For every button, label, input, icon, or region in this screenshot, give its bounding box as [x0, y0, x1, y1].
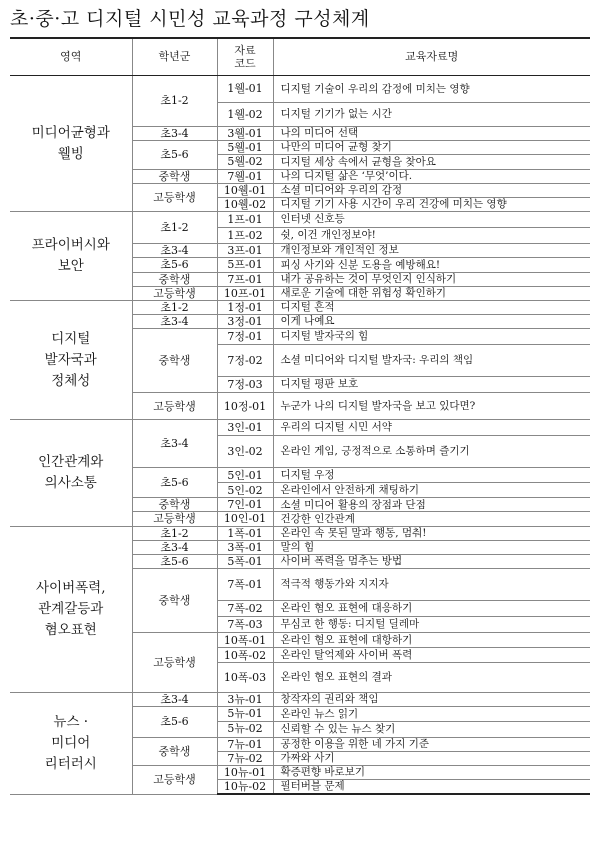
code-cell: 3프-01 — [217, 244, 273, 258]
material-title-cell: 나의 미디어 선택 — [273, 127, 590, 141]
material-title-cell: 쉿, 이건 개인정보야! — [273, 228, 590, 244]
code-cell: 3정-01 — [217, 315, 273, 329]
material-title-cell: 온라인 혐오 표현의 결과 — [273, 663, 590, 693]
material-title-cell: 인터넷 신호등 — [273, 212, 590, 228]
material-title-cell: 건강한 인간관계 — [273, 512, 590, 526]
grade-cell: 고등학생 — [132, 633, 217, 693]
area-label-line: 리터러시 — [44, 755, 97, 772]
material-title-cell: 내가 공유하는 것이 무엇인지 인식하기 — [273, 272, 590, 286]
grade-cell: 초3-4 — [132, 244, 217, 258]
material-title-cell: 확증편향 바로보기 — [273, 765, 590, 779]
header-code — [217, 38, 273, 76]
grade-cell: 고등학생 — [132, 183, 217, 211]
material-title-cell: 소셜 미디어와 디지털 발자국: 우리의 책임 — [273, 345, 590, 377]
grade-cell: 중학생 — [132, 329, 217, 393]
code-cell: 5폭-01 — [217, 555, 273, 569]
code-cell: 1정-01 — [217, 300, 273, 314]
material-title-cell: 이게 나예요 — [273, 315, 590, 329]
code-cell: 10정-01 — [217, 393, 273, 420]
table-row — [10, 76, 590, 103]
material-title-cell: 누군가 나의 디지털 발자국을 보고 있다면? — [273, 393, 590, 420]
code-cell: 3폭-01 — [217, 540, 273, 554]
grade-cell: 중학생 — [132, 169, 217, 183]
area-label-line: 혐오표현 — [44, 621, 97, 638]
grade-cell: 고등학생 — [132, 512, 217, 526]
grade-cell: 고등학생 — [132, 765, 217, 794]
grade-cell: 초5-6 — [132, 707, 217, 737]
area-cell — [10, 300, 132, 419]
material-title-cell: 필터버블 문제 — [273, 780, 590, 795]
code-cell: 5프-01 — [217, 258, 273, 272]
code-cell: 7뉴-01 — [217, 737, 273, 751]
code-cell: 3인-01 — [217, 420, 273, 436]
grade-cell: 초1-2 — [132, 300, 217, 314]
area-label-line: 뉴스 · — [53, 714, 89, 731]
code-cell: 7폭-02 — [217, 601, 273, 617]
area-cell — [10, 420, 132, 526]
code-cell: 10뉴-01 — [217, 765, 273, 779]
material-title-cell: 소셜 미디어 활용의 장점과 단점 — [273, 498, 590, 512]
area-label-line: 프라이버시와 — [31, 237, 110, 254]
code-cell: 10뉴-02 — [217, 780, 273, 795]
header-code-line1: 자료 — [234, 43, 256, 57]
code-cell: 10폭-02 — [217, 648, 273, 663]
grade-cell: 초1-2 — [132, 212, 217, 244]
area-label-line: 사이버폭력, — [36, 580, 106, 597]
material-title-cell: 우리의 디지털 시민 서약 — [273, 420, 590, 436]
material-title-cell: 개인정보와 개인적인 정보 — [273, 244, 590, 258]
page-title: 초·중·고 디지털 시민성 교육과정 구성체계 — [10, 8, 370, 30]
code-cell: 5뉴-01 — [217, 707, 273, 721]
code-cell: 5웰-02 — [217, 155, 273, 169]
code-cell: 10웰-01 — [217, 183, 273, 197]
code-cell: 1프-02 — [217, 228, 273, 244]
header-code-line2: 코드 — [234, 57, 256, 70]
code-cell: 7정-01 — [217, 329, 273, 345]
grade-cell: 초1-2 — [132, 76, 217, 127]
grade-cell: 중학생 — [132, 737, 217, 765]
grade-cell: 초3-4 — [132, 420, 217, 468]
material-title-cell: 창작자의 권리와 책임 — [273, 693, 590, 707]
table-row — [10, 526, 590, 540]
table-row — [10, 212, 590, 228]
material-title-cell: 사이버 폭력을 멈추는 방법 — [273, 555, 590, 569]
code-cell: 10인-01 — [217, 512, 273, 526]
area-label-line: 디지털 — [51, 330, 91, 347]
material-title-cell: 온라인 혐오 표현에 대응하기 — [273, 601, 590, 617]
area-label-line: 웰빙 — [57, 145, 84, 162]
material-title-cell: 디지털 기술이 우리의 감정에 미치는 영향 — [273, 76, 590, 103]
code-cell: 1폭-01 — [217, 526, 273, 540]
material-title-cell: 온라인 속 못된 말과 행동, 멈춰! — [273, 526, 590, 540]
material-title-cell: 디지털 발자국의 힘 — [273, 329, 590, 345]
grade-cell: 초5-6 — [132, 555, 217, 569]
material-title-cell: 말의 힘 — [273, 540, 590, 554]
header-grade: 학년군 — [132, 38, 217, 76]
table-row — [10, 300, 590, 314]
header-name: 교육자료명 — [273, 38, 590, 76]
material-title-cell: 나만의 미디어 균형 찾기 — [273, 141, 590, 155]
grade-cell: 초1-2 — [132, 526, 217, 540]
material-title-cell: 가짜와 사기 — [273, 751, 590, 765]
grade-cell: 초3-4 — [132, 693, 217, 707]
table-row — [10, 420, 590, 436]
grade-cell: 고등학생 — [132, 393, 217, 420]
area-label-line: 인간관계와 — [38, 454, 104, 471]
grade-cell: 중학생 — [132, 569, 217, 633]
area-cell — [10, 76, 132, 212]
material-title-cell: 디지털 기기가 없는 시간 — [273, 103, 590, 127]
code-cell: 7정-02 — [217, 345, 273, 377]
material-title-cell: 디지털 세상 속에서 균형을 찾아요 — [273, 155, 590, 169]
material-title-cell: 신뢰할 수 있는 뉴스 찾기 — [273, 721, 590, 737]
grade-cell: 중학생 — [132, 272, 217, 286]
code-cell: 10폭-01 — [217, 633, 273, 648]
header-area: 영역 — [10, 38, 132, 76]
code-cell: 3뉴-01 — [217, 693, 273, 707]
code-cell: 7폭-03 — [217, 617, 273, 633]
grade-cell: 초3-4 — [132, 315, 217, 329]
material-title-cell: 새로운 기술에 대한 위험성 확인하기 — [273, 286, 590, 300]
material-title-cell: 온라인 게임, 긍정적으로 소통하며 즐기기 — [273, 436, 590, 468]
table-header-row — [10, 38, 590, 76]
area-label-line: 발자국과 — [44, 351, 97, 368]
material-title-cell: 디지털 평판 보호 — [273, 377, 590, 393]
grade-cell: 초3-4 — [132, 540, 217, 554]
code-cell: 3웰-01 — [217, 127, 273, 141]
code-cell: 1프-01 — [217, 212, 273, 228]
code-cell: 7인-01 — [217, 498, 273, 512]
area-label-line: 보안 — [57, 258, 84, 274]
code-cell: 10웰-02 — [217, 197, 273, 211]
curriculum-table — [10, 37, 590, 795]
code-cell: 7정-03 — [217, 377, 273, 393]
grade-cell: 초3-4 — [132, 127, 217, 141]
grade-cell: 고등학생 — [132, 286, 217, 300]
material-title-cell: 디지털 기기 사용 시간이 우리 건강에 미치는 영향 — [273, 197, 590, 211]
area-cell — [10, 212, 132, 301]
material-title-cell: 나의 디지털 삶은 ‘무엇’이다. — [273, 169, 590, 183]
code-cell: 5인-02 — [217, 483, 273, 498]
area-label-line: 정체성 — [51, 372, 91, 389]
grade-cell: 초5-6 — [132, 258, 217, 272]
area-label-line: 관계갈등과 — [38, 600, 104, 617]
code-cell: 7웰-01 — [217, 169, 273, 183]
grade-cell: 초5-6 — [132, 141, 217, 169]
material-title-cell: 온라인에서 안전하게 채팅하기 — [273, 483, 590, 498]
material-title-cell: 온라인 탈억제와 사이버 폭력 — [273, 648, 590, 663]
area-label-line: 미디어균형과 — [31, 124, 110, 141]
material-title-cell: 디지털 흔적 — [273, 300, 590, 314]
material-title-cell: 온라인 혐오 표현에 대항하기 — [273, 633, 590, 648]
code-cell: 10프-01 — [217, 286, 273, 300]
grade-cell: 초5-6 — [132, 468, 217, 498]
code-cell: 5웰-01 — [217, 141, 273, 155]
grade-cell: 중학생 — [132, 498, 217, 512]
area-cell — [10, 526, 132, 693]
material-title-cell: 온라인 뉴스 읽기 — [273, 707, 590, 721]
table-body — [10, 76, 590, 795]
area-label-line: 미디어 — [51, 735, 91, 752]
material-title-cell: 적극적 행동가와 지지자 — [273, 569, 590, 601]
material-title-cell: 공정한 이용을 위한 네 가지 기준 — [273, 737, 590, 751]
code-cell: 1웰-02 — [217, 103, 273, 127]
area-label-line: 의사소통 — [44, 474, 97, 491]
table-row — [10, 693, 590, 707]
code-cell: 1웰-01 — [217, 76, 273, 103]
area-cell — [10, 693, 132, 795]
code-cell: 7폭-01 — [217, 569, 273, 601]
code-cell: 5뉴-02 — [217, 721, 273, 737]
code-cell: 3인-02 — [217, 436, 273, 468]
material-title-cell: 소셜 미디어와 우리의 감정 — [273, 183, 590, 197]
code-cell: 7프-01 — [217, 272, 273, 286]
material-title-cell: 피싱 사기와 신분 도용을 예방해요! — [273, 258, 590, 272]
code-cell: 10폭-03 — [217, 663, 273, 693]
code-cell: 5인-01 — [217, 468, 273, 483]
material-title-cell: 무심코 한 행동: 디지털 딜레마 — [273, 617, 590, 633]
code-cell: 7뉴-02 — [217, 751, 273, 765]
material-title-cell: 디지털 우정 — [273, 468, 590, 483]
